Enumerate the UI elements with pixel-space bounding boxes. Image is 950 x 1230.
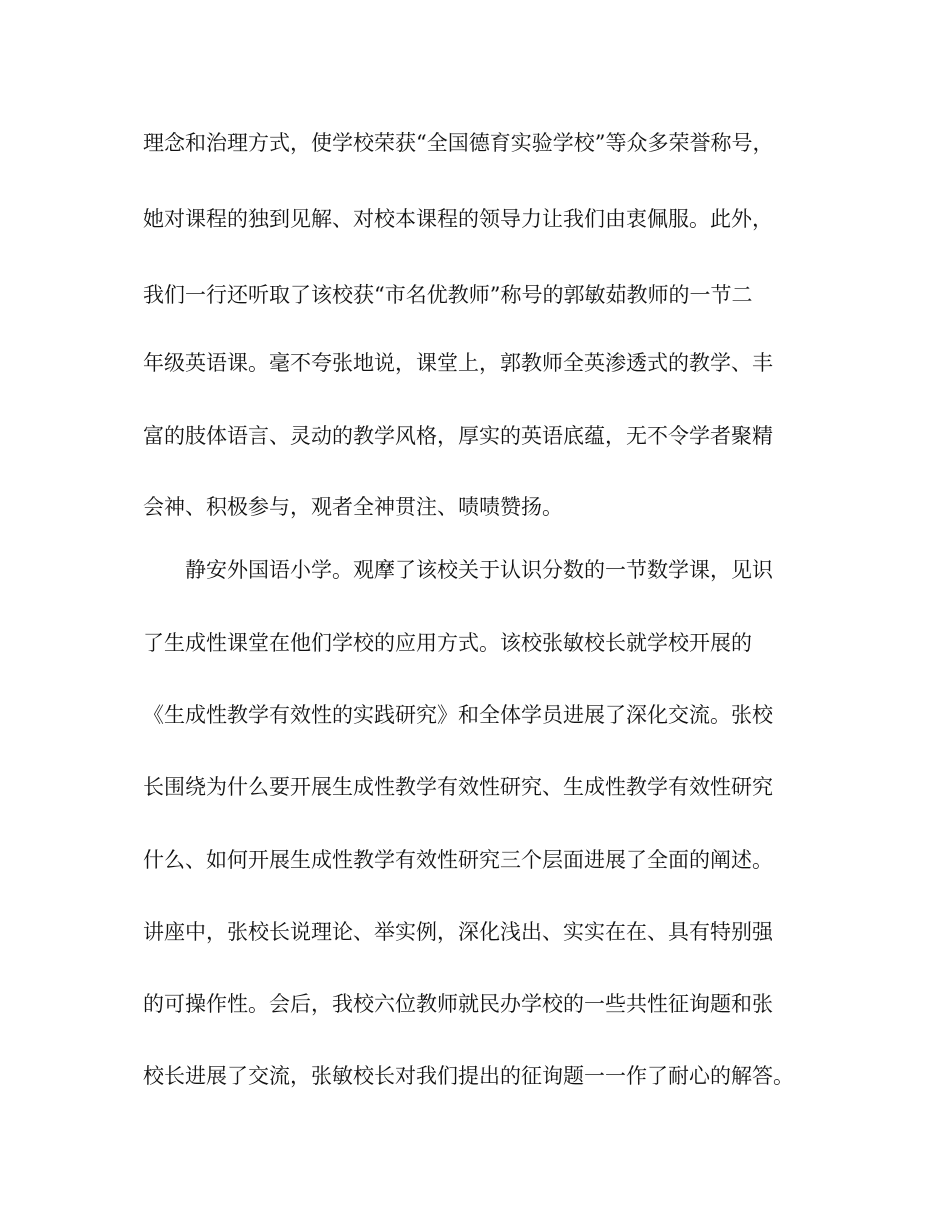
paragraph-2-line-4: 长围绕为什么要开展生成性教学有效性研究、生成性教学有效性研究 [143, 775, 773, 799]
paragraph-1-line-3: 我们一行还听取了该校获“市名优教师”称号的郭敏茹教师的一节二 [143, 283, 753, 307]
paragraph-1-line-4: 年级英语课。毫不夸张地说，课堂上，郭教师全英渗透式的教学、丰 [143, 351, 773, 375]
paragraph-2-line-7: 的可操作性。会后，我校六位教师就民办学校的一些共性征询题和张 [143, 992, 773, 1016]
paragraph-2-line-2: 了生成性课堂在他们学校的应用方式。该校张敏校长就学校开展的 [143, 631, 752, 655]
paragraph-2-line-8: 校长进展了交流，张敏校长对我们提出的征询题一一作了耐心的解答。 [143, 1064, 794, 1088]
paragraph-1-line-5: 富的肢体语言、灵动的教学风格，厚实的英语底蕴，无不令学者聚精 [143, 424, 773, 448]
paragraph-1-line-6: 会神、积极参与，观者全神贯注、啧啧赞扬。 [143, 495, 563, 519]
paragraph-2-line-1: 静安外国语小学。观摩了该校关于认识分数的一节数学课，见识 [185, 558, 773, 582]
paragraph-1-line-1: 理念和治理方式，使学校荣获“全国德育实验学校”等众多荣誉称号， [143, 131, 774, 155]
paragraph-2-line-3: 《生成性教学有效性的实践研究》和全体学员进展了深化交流。张校 [143, 703, 773, 727]
paragraph-2-line-5: 什么、如何开展生成性教学有效性研究三个层面进展了全面的阐述。 [143, 848, 773, 872]
paragraph-2-line-6: 讲座中，张校长说理论、举实例，深化浅出、实实在在、具有特别强 [143, 920, 773, 944]
paragraph-1-line-2: 她对课程的独到见解、对校本课程的领导力让我们由衷佩服。此外， [143, 207, 773, 231]
